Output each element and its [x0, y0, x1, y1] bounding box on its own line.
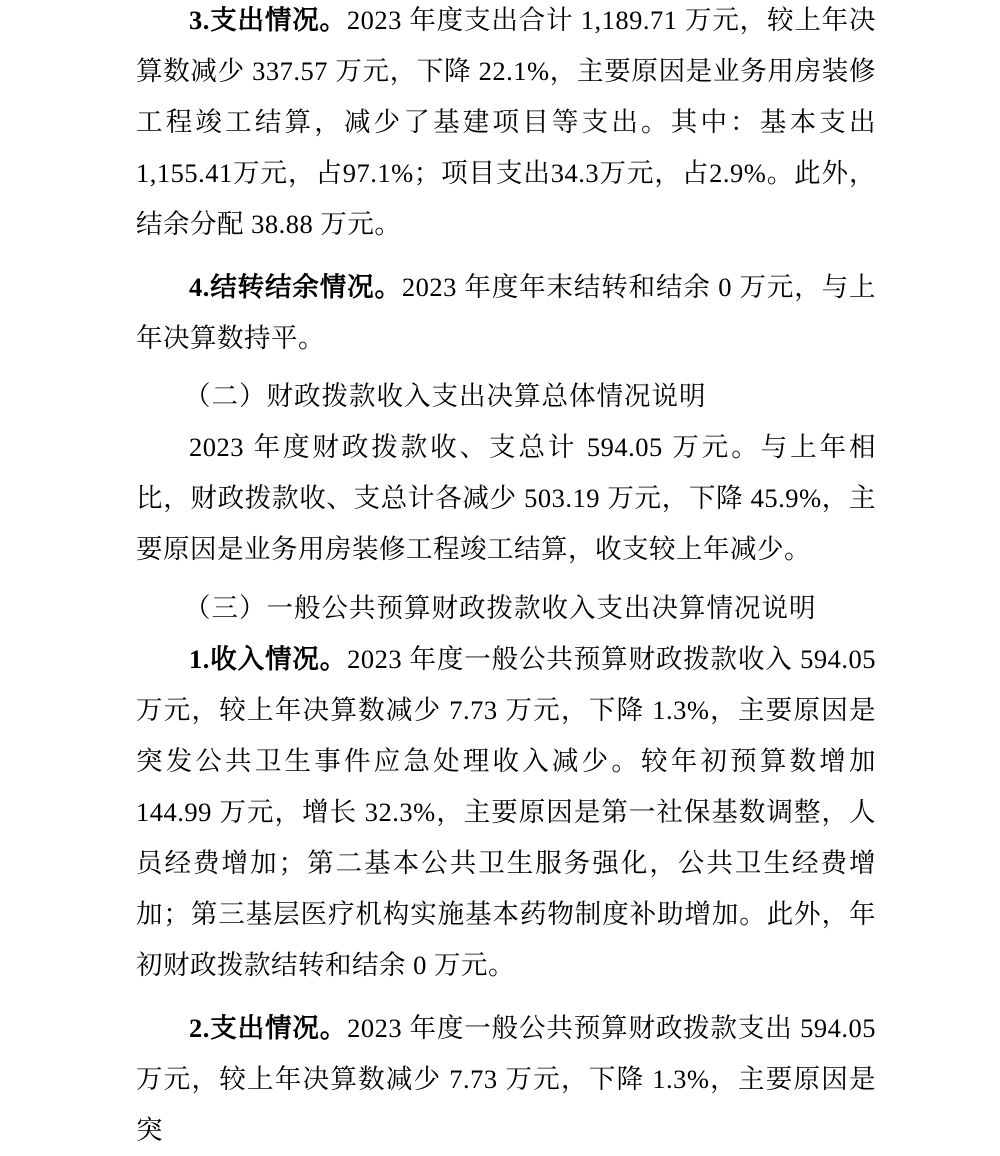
paragraph-general-expenditure [136, 1003, 876, 1156]
paragraph-text: 2023 年度一般公共预算财政拨款支出 594.05 万元，较上年决算数减少 7.73 万元，下降 1.3%，主要原因是突 [136, 1013, 877, 1145]
paragraph-text: 2023 年度年末结转和结余 0 万元，与上年决算数持平。 [136, 272, 876, 353]
section-heading-general-budget: （三）一般公共预算财政拨款收入支出决算情况说明 [184, 593, 817, 623]
section-lead-general-expenditure: 2.支出情况。 [189, 1013, 348, 1043]
paragraph-carryover [136, 262, 876, 364]
paragraph-text: 2023 年度支出合计 1,189.71 万元，较上年决算数减少 337.57 万元，下降 22.1%，主要原因是业务用房装修工程竣工结算，减少了基建项目等支出。其中：基本支出 1,155.41万元，占97.1%；项目支出34.3万元，占2.9%。此外，结余分配 38.88 万元。 [136, 5, 876, 239]
paragraph-text: 2023 年度财政拨款收、支总计 594.05 万元。与上年相比，财政拨款收、支总计各减少 503.19 万元，下降 45.9%，主要原因是业务用房装修工程竣工结算，收支较上年减少。 [136, 432, 876, 564]
section-heading-fiscal-total: （二）财政拨款收入支出决算总体情况说明 [184, 381, 707, 411]
paragraph-income [136, 634, 876, 991]
paragraph-text: 2023 年度一般公共预算财政拨款收入 594.05 万元，较上年决算数减少 7.73 万元，下降 1.3%，主要原因是突发公共卫生事件应急处理收入减少。较年初预算数增加 144.99 万元，增长 32.3%，主要原因是第一社保基数调整，人员经费增加；第二基本公共卫生服务强化，公共卫生经费增加；第三基层医疗机构实施基本药物制度补助增加。此外，年初财政拨款结转和结余 0 万元。 [136, 644, 877, 980]
section-lead-expenditure: 3.支出情况。 [189, 5, 347, 35]
section-lead-carryover: 4.结转结余情况。 [189, 272, 402, 302]
paragraph-fiscal-total [136, 422, 876, 575]
document-page [136, 0, 876, 1156]
section-lead-income: 1.收入情况。 [189, 644, 348, 674]
paragraph-expenditure [136, 0, 876, 250]
